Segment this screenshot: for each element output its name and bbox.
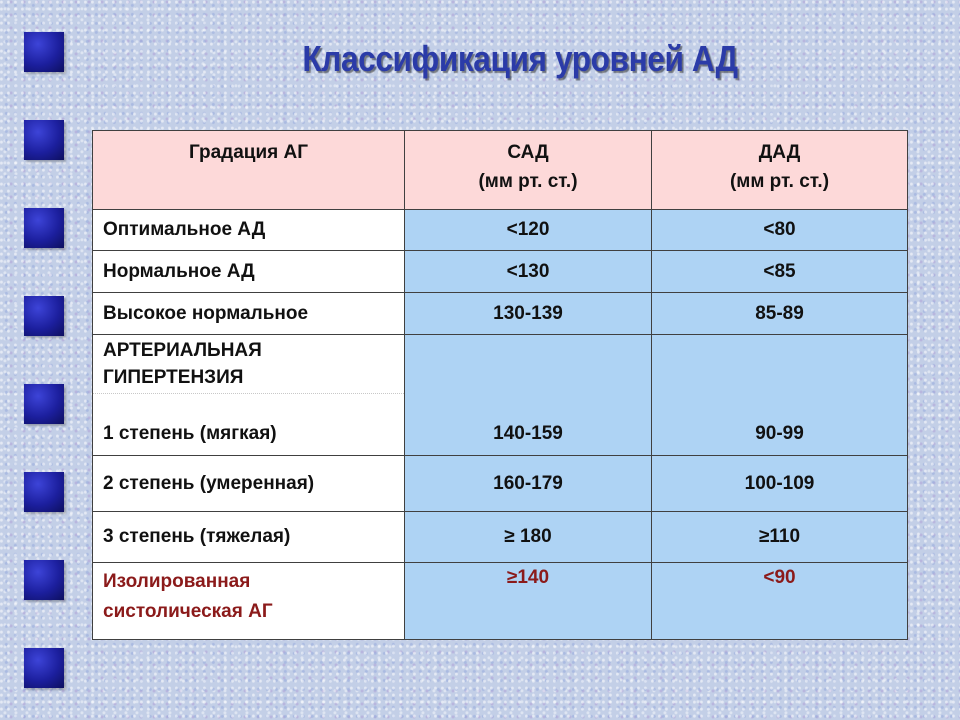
isolated-line2: систолическая АГ	[103, 601, 273, 622]
table-row	[93, 210, 908, 251]
table-row	[93, 512, 908, 563]
sad-cell: 130-139	[405, 293, 652, 335]
bullet-square-3	[24, 208, 64, 248]
header-dad-unit: (мм рт. ст.)	[729, 171, 830, 192]
table-row	[93, 456, 908, 512]
hypertension-heading-line1: АРТЕРИАЛЬНАЯ	[103, 340, 262, 361]
bullet-square-1	[24, 32, 64, 72]
bullet-square-5	[24, 384, 64, 424]
bullet-square-6	[24, 472, 64, 512]
header-sad-label: САД	[507, 142, 549, 163]
table-row	[93, 563, 908, 640]
page-title: Классификация уровней АД	[302, 38, 738, 79]
isolated-line1: Изолированная	[103, 571, 251, 592]
sad-cell: ≥ 180	[405, 512, 652, 563]
table-header-row	[93, 131, 908, 210]
sad-cell: ≥140	[405, 563, 652, 640]
grade-cell: 2 степень (умеренная)	[93, 456, 405, 512]
sad-cell	[405, 335, 652, 456]
hypertension-heading	[103, 337, 394, 396]
grade-cell	[93, 335, 405, 456]
dotted-divider	[93, 393, 404, 394]
grade-cell: Высокое нормальное	[93, 293, 405, 335]
grade-cell: 3 степень (тяжелая)	[93, 512, 405, 563]
grade-cell	[93, 563, 405, 640]
grade-label: 1 степень (мягкая)	[103, 423, 277, 444]
dad-cell: <85	[652, 251, 908, 293]
header-sad-unit: (мм рт. ст.)	[478, 171, 578, 192]
header-dad-label: ДАД	[758, 142, 801, 163]
table-row	[93, 293, 908, 335]
bp-classification-table	[92, 130, 908, 640]
table-row	[93, 251, 908, 293]
dad-cell: <90	[652, 563, 908, 640]
dad-value: 90-99	[755, 423, 804, 444]
sad-value: 140-159	[493, 423, 563, 444]
header-dad	[652, 131, 908, 210]
dad-cell	[652, 335, 908, 456]
dad-cell: 85-89	[652, 293, 908, 335]
dad-cell: <80	[652, 210, 908, 251]
sad-cell: <130	[405, 251, 652, 293]
header-sad	[405, 131, 652, 210]
bullet-square-7	[24, 560, 64, 600]
grade-cell: Нормальное АД	[93, 251, 405, 293]
header-grade	[93, 131, 405, 210]
sad-cell: <120	[405, 210, 652, 251]
bullet-square-4	[24, 296, 64, 336]
grade-cell: Оптимальное АД	[93, 210, 405, 251]
dad-cell: ≥110	[652, 512, 908, 563]
table-row	[93, 335, 908, 456]
bullet-square-2	[24, 120, 64, 160]
bullet-square-8	[24, 648, 64, 688]
header-grade-label: Градация АГ	[188, 142, 309, 163]
hypertension-heading-line2: ГИПЕРТЕНЗИЯ	[103, 367, 244, 388]
sad-cell: 160-179	[405, 456, 652, 512]
dad-cell: 100-109	[652, 456, 908, 512]
